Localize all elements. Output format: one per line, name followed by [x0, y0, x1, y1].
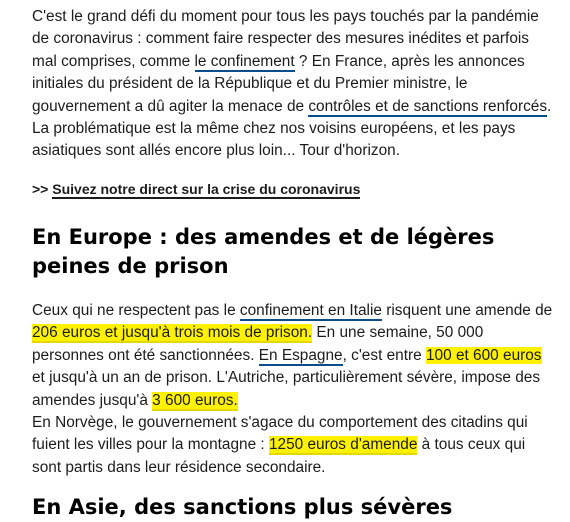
europe-paragraph: [32, 300, 558, 412]
body-text-5: et jusqu'à un an de prison. L'Autriche, particulièrement sévère, impose des amendes jusqu'à: [32, 369, 541, 409]
section-heading-asia: En Asie, des sanctions plus sévères: [32, 495, 453, 519]
highlight-autriche-fine: 3 600 euros.: [152, 391, 238, 409]
intro-text-1: C'est le grand défi du moment pour tous les pays touchés par la pandémie de coronavirus : comment faire respecter des mesures inédites et parfois mal comprises, comme: [32, 8, 539, 70]
section-heading-europe: En Europe : des amendes et de légères peines de prison: [32, 225, 495, 278]
intro-paragraph: [32, 6, 558, 163]
link-confinement-italie[interactable]: confinement en Italie: [239, 302, 382, 319]
europe-section-body: [32, 300, 558, 479]
body-text-4: , c'est entre: [342, 346, 426, 364]
highlight-italie-penalty: 206 euros et jusqu'à trois mois de prison.: [32, 324, 313, 342]
body-text-6: En Norvège, le gouvernement s'agace du comportement des citadins qui fuient les villes pour la montagne :: [32, 414, 528, 454]
link-confinement[interactable]: le confinement: [194, 52, 295, 70]
body-text-1: Ceux qui ne respectent pas le: [32, 302, 240, 319]
link-espagne[interactable]: En Espagne: [258, 346, 343, 364]
highlight-norvege-fine: 1250 euros d'amende: [268, 436, 418, 454]
link-direct-coronavirus[interactable]: Suivez notre direct sur la crise du coronavirus: [52, 181, 361, 197]
intro-text-3: . La problématique est la même chez nos voisins européens, et les pays asiatiques sont allés encore plus loin... Tour d'horizon.: [32, 97, 552, 160]
highlight-espagne-fine: 100 et 600 euros: [425, 346, 542, 364]
link-controles-sanctions[interactable]: contrôles et de sanctions renforcés: [308, 97, 548, 115]
body-text-3: En une semaine, 50 000 personnes ont été sanctionnées.: [32, 324, 484, 364]
live-coverage-callout: [32, 178, 360, 200]
norway-paragraph: [32, 412, 558, 479]
callout-prefix: >>: [32, 181, 53, 197]
body-text-2: risquent une amende de: [381, 302, 553, 319]
intro-text-2: ? En France, après les annonces initiales du président de la République et du Premier ministre, le gouvernement a dû agiter la menace de: [32, 52, 525, 115]
body-text-7: à tous ceux qui sont partis dans leur résidence secondaire.: [32, 436, 526, 476]
